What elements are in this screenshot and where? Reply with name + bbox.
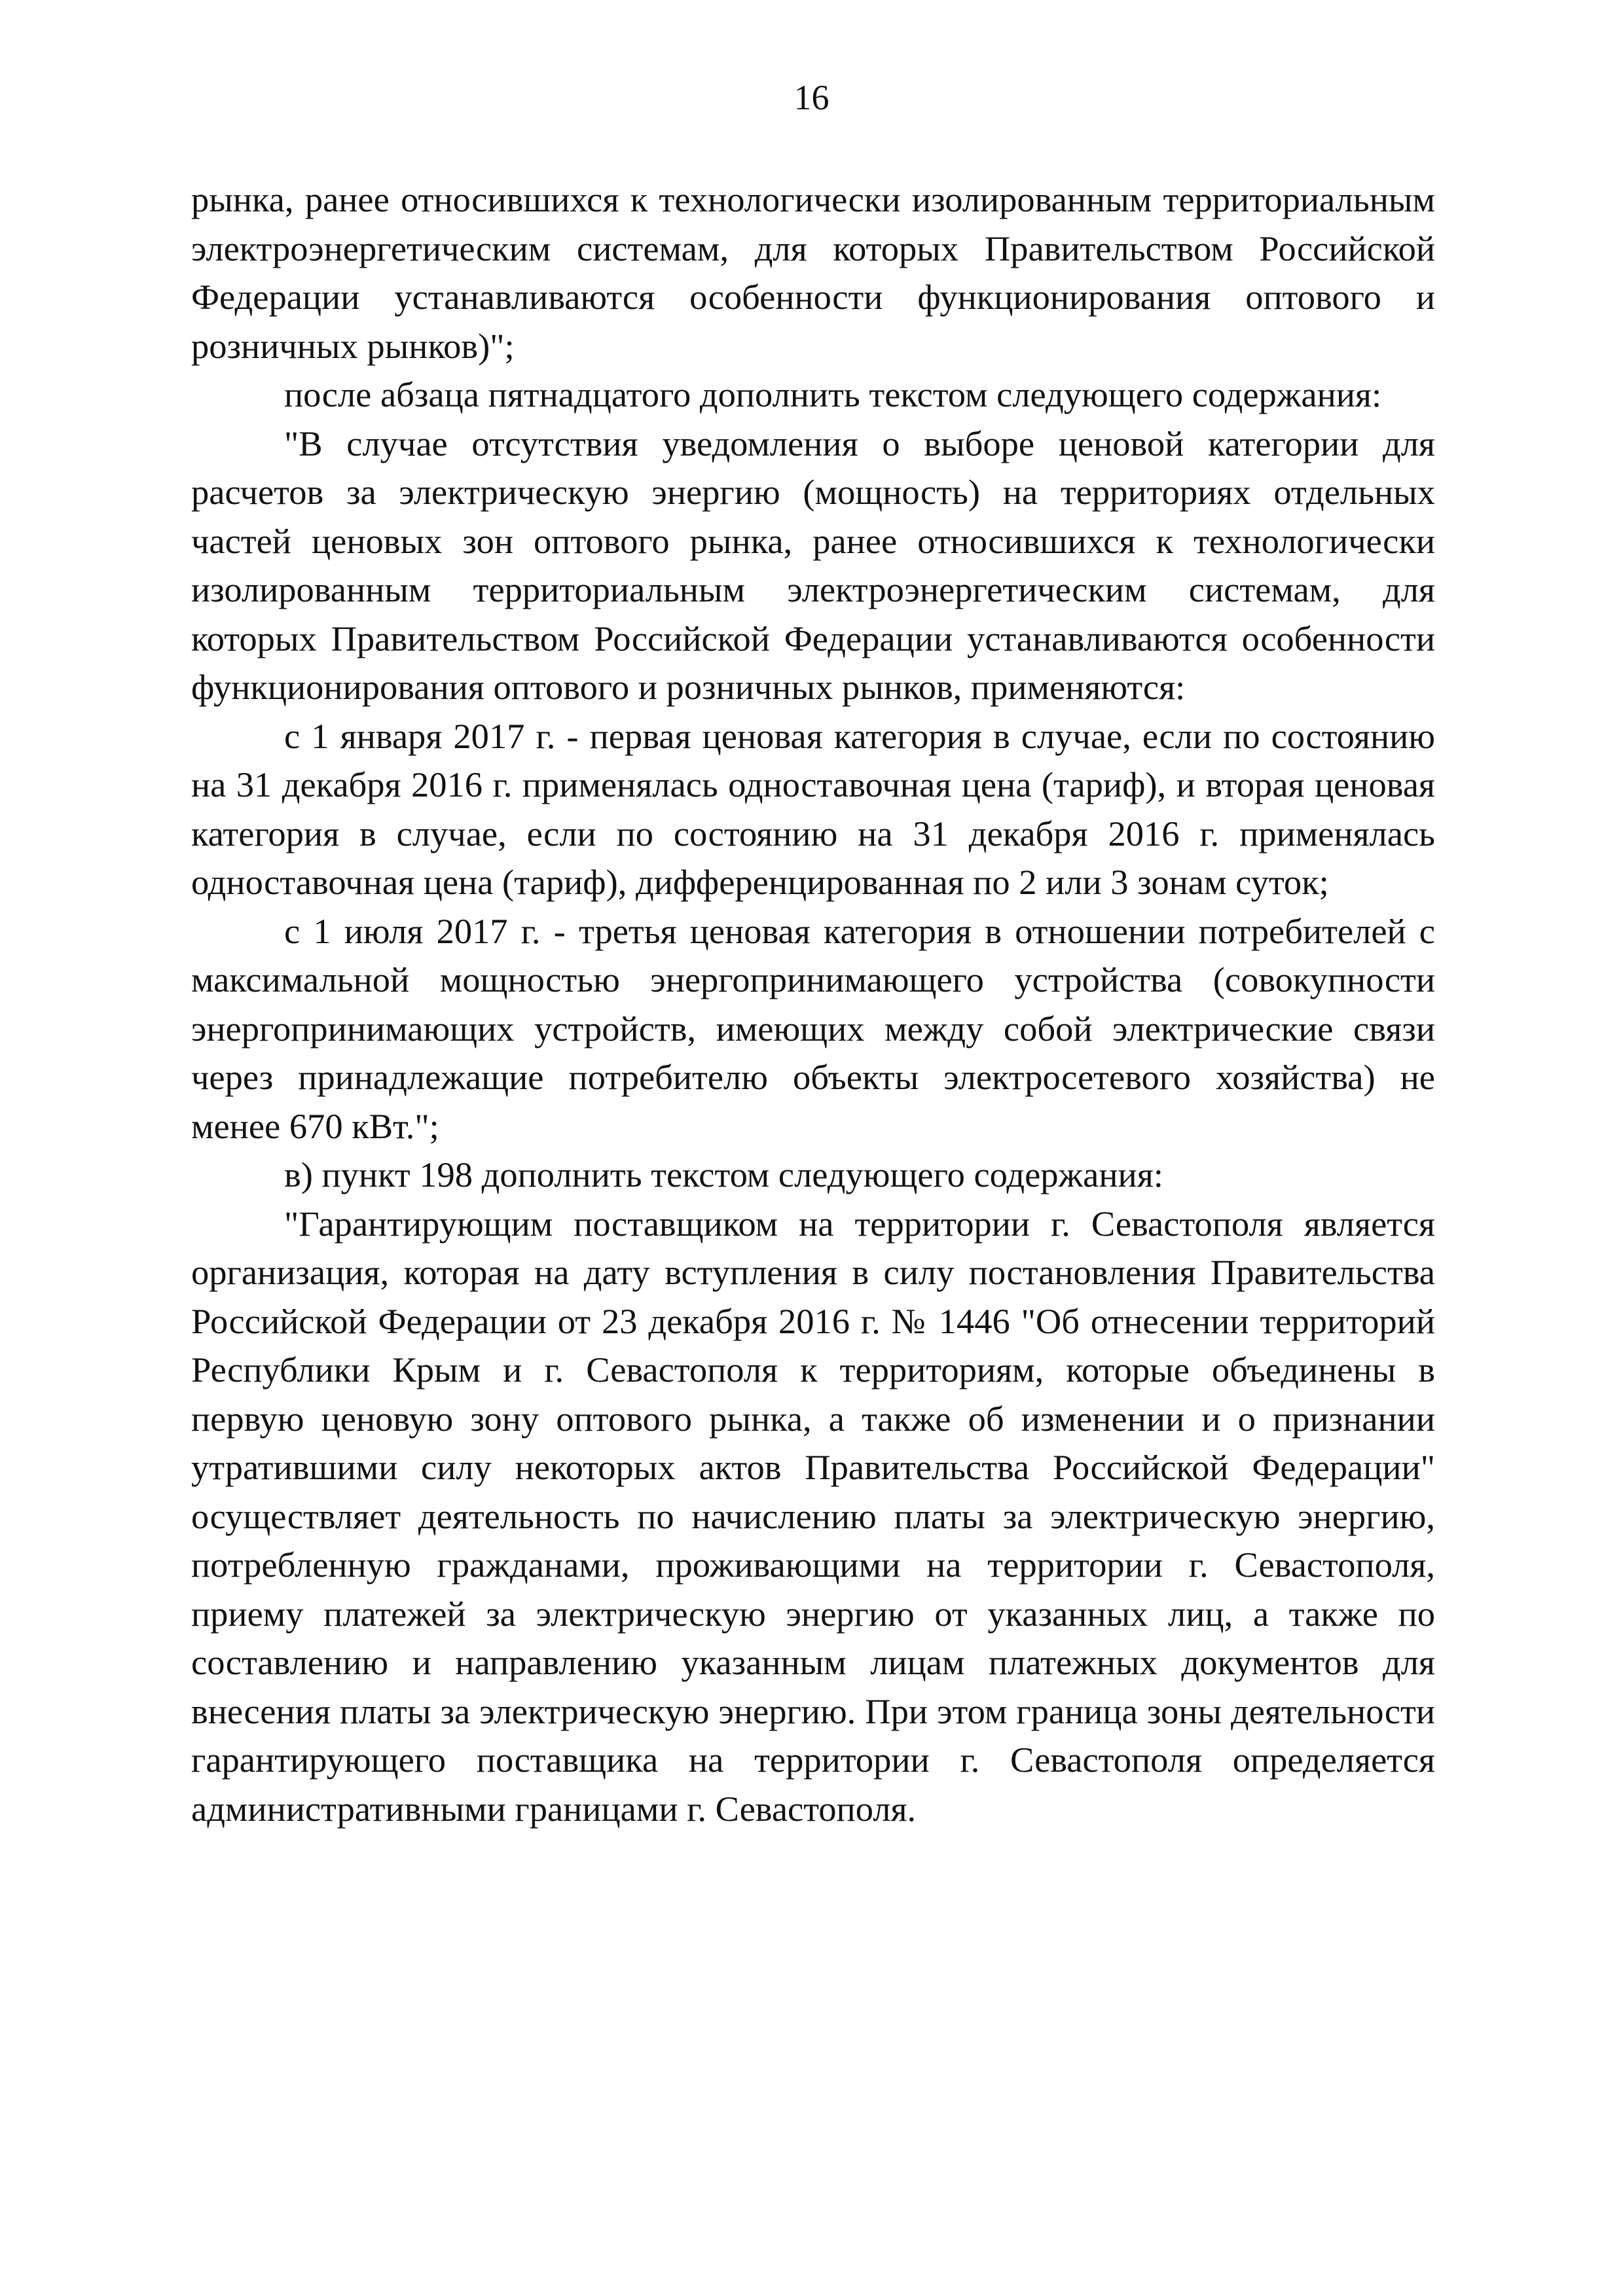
paragraph-continuation: рынка, ранее относившихся к технологически изолированным территориальным электроэнергетическим системам, для которых Правительством Российской Федерации устанавливаются особенности функционирования оптового и розничных рынков)";	[191, 179, 1435, 366]
page-number: 16	[793, 78, 830, 117]
document-body	[191, 175, 1435, 1833]
paragraph-july: с 1 июля 2017 г. - третья ценовая категория в отношении потребителей с максимальной мощностью энергопринимающего устройства (совокупности энергопринимающих устройств, имеющих между собой электрические связи через принадлежащие потребителю объекты электросетевого хозяйства) не менее 670 кВт.";	[191, 910, 1435, 1146]
paragraph-instruction: после абзаца пятнадцатого дополнить текстом следующего содержания:	[284, 374, 1382, 414]
paragraph-january: с 1 января 2017 г. - первая ценовая категория в случае, если по состоянию на 31 декабря 2016 г. применялась одноставочная цена (тариф), и вторая ценовая категория в случае, если по состоянию на 31 декабря 2016 г. применялась одноставочная цена (тариф), дифференцированная по 2 или 3 зонам суток;	[191, 715, 1435, 902]
paragraph-sevastopol: "Гарантирующим поставщиком на территории г. Севастополя является организация, которая на дату вступления в силу постановления Правительства Российской Федерации от 23 декабря 2016 г. № 1446 "Об отнесении территорий Республики Крым и г. Севастополя к территориям, которые объединены в первую ценовую зону оптового рынка, а также об изменении и о признании утратившими силу некоторых актов Правительства Российской Федерации" осуществляет деятельность по начислению платы за электрическую энергию, потребленную гражданами, проживающими на территории г. Севастополя, приему платежей за электрическую энергию от указанных лиц, а также по составлению и направлению указанным лицам платежных документов для внесения платы за электрическую энергию. При этом граница зоны деятельности гарантирующего поставщика на территории г. Севастополя определяется административными границами г. Севастополя.	[191, 1203, 1435, 1829]
paragraph-quote-start: "В случае отсутствия уведомления о выборе ценовой категории для расчетов за электрическую энергию (мощность) на территориях отдельных частей ценовых зон оптового рынка, ранее относившихся к технологически изолированным территориальным электроэнергетическим системам, для которых Правительством Российской Федерации устанавливаются особенности функционирования оптового и розничных рынков, применяются:	[191, 423, 1435, 707]
paragraph-item-198: в) пункт 198 дополнить текстом следующего содержания:	[284, 1155, 1163, 1194]
